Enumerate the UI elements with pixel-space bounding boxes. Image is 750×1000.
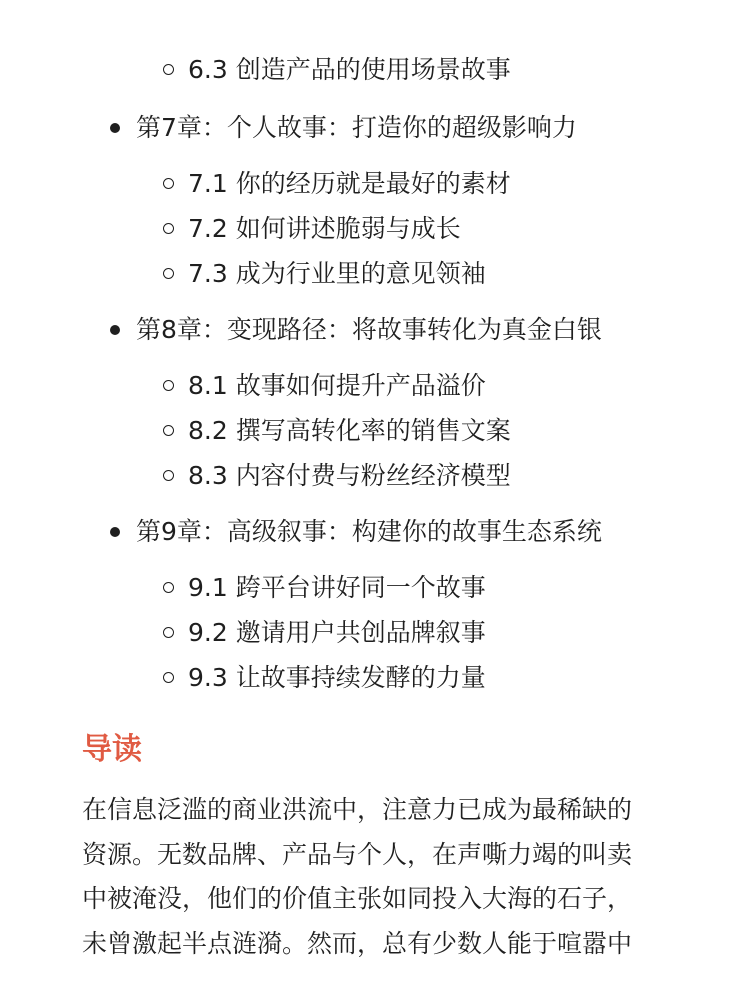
hollow-bullet-icon <box>163 672 174 683</box>
outline-subitem-label: 8.1 故事如何提升产品溢价 <box>188 371 486 400</box>
outline-subitem-label: 6.3 创造产品的使用场景故事 <box>188 55 511 84</box>
solid-bullet-icon <box>110 123 120 133</box>
hollow-bullet-icon <box>163 425 174 436</box>
hollow-bullet-icon <box>163 64 174 75</box>
paragraph-line: 在信息泛滥的商业洪流中，注意力已成为最稀缺的 <box>82 795 633 824</box>
outline-subitem-label: 9.3 让故事持续发酵的力量 <box>188 663 486 692</box>
hollow-bullet-icon <box>163 268 174 279</box>
hollow-bullet-icon <box>163 178 174 189</box>
section-heading: 导读 <box>82 732 142 767</box>
outline-chapter-label: 第9章：高级叙事：构建你的故事生态系统 <box>136 517 602 546</box>
paragraph-line: 资源。无数品牌、产品与个人，在声嘶力竭的叫卖 <box>82 839 633 869</box>
intro-paragraph <box>82 788 682 966</box>
hollow-bullet-icon <box>163 380 174 391</box>
outline-subitem-label: 8.2 撰写高转化率的销售文案 <box>188 416 511 445</box>
outline-subitem-label: 9.1 跨平台讲好同一个故事 <box>188 573 486 602</box>
hollow-bullet-icon <box>163 582 174 593</box>
outline-subitem-label: 8.3 内容付费与粉丝经济模型 <box>188 461 511 490</box>
outline-subitem-label: 7.2 如何讲述脆弱与成长 <box>188 214 461 243</box>
outline-chapter-label: 第8章：变现路径：将故事转化为真金白银 <box>136 315 602 344</box>
hollow-bullet-icon <box>163 470 174 481</box>
hollow-bullet-icon <box>163 627 174 638</box>
hollow-bullet-icon <box>163 223 174 234</box>
paragraph-line: 未曾激起半点涟漪。然而，总有少数人能于喧嚣中 <box>82 928 633 958</box>
outline-subitem-label: 7.1 你的经历就是最好的素材 <box>188 169 511 198</box>
outline-subitem-label: 7.3 成为行业里的意见领袖 <box>188 259 486 288</box>
outline-subitem-label: 9.2 邀请用户共创品牌叙事 <box>188 618 486 647</box>
solid-bullet-icon <box>110 527 120 537</box>
outline-chapter-label: 第7章：个人故事：打造你的超级影响力 <box>136 113 577 142</box>
paragraph-line: 中被淹没，他们的价值主张如同投入大海的石子， <box>82 884 633 913</box>
solid-bullet-icon <box>110 325 120 335</box>
